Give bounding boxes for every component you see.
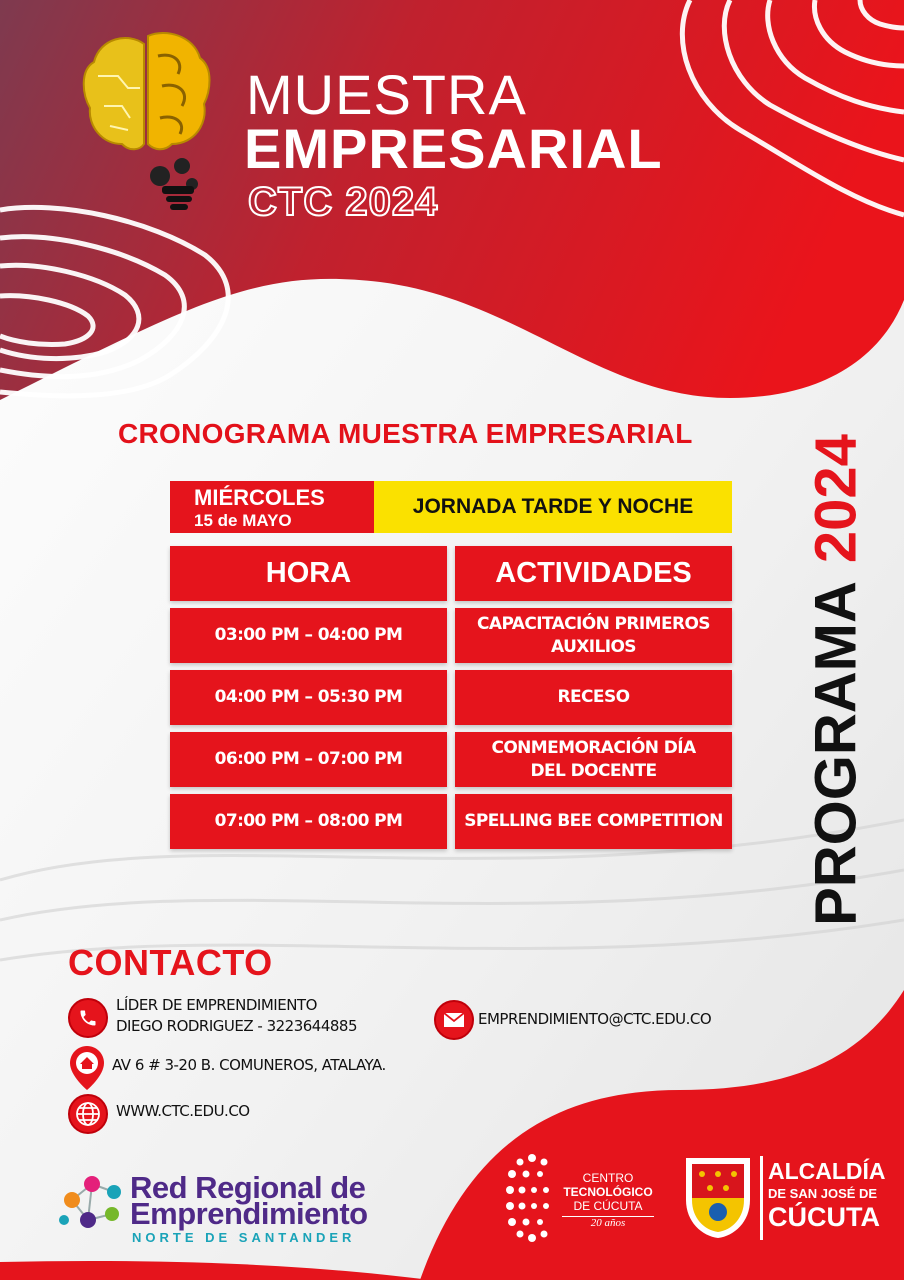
- header-hora: HORA: [170, 546, 447, 601]
- programa-year: 2024: [803, 434, 869, 564]
- website-link[interactable]: WWW.CTC.EDU.CO: [116, 1102, 250, 1120]
- event-title-line1: MUESTRA: [246, 63, 527, 126]
- row-2-time: 04:00 PM – 05:30 PM: [170, 670, 447, 725]
- row-4-activity: SPELLING BEE COMPETITION: [455, 794, 732, 849]
- ctc-line4: 20 años: [590, 1217, 626, 1229]
- alcaldia-line1: ALCALDÍA: [768, 1158, 886, 1184]
- red-regional-line1: Red Regional de: [130, 1170, 366, 1205]
- brain-bulb-logo: [78, 26, 218, 214]
- schedule-title: CRONOGRAMA MUESTRA EMPRESARIAL: [118, 418, 693, 449]
- alcaldia-divider: [760, 1156, 763, 1240]
- jornada-banner: JORNADA TARDE Y NOCHE: [374, 481, 732, 533]
- day-date: 15 de MAYO: [194, 511, 292, 530]
- red-regional-line3: NORTE DE SANTANDER: [132, 1230, 356, 1245]
- header-actividades: ACTIVIDADES: [455, 546, 732, 601]
- row-3-activity-line2: DEL DOCENTE: [530, 760, 657, 781]
- row-4-time: 07:00 PM – 08:00 PM: [170, 794, 447, 849]
- cucuta-coat-of-arms: [684, 1156, 752, 1240]
- programa-vertical-label: [803, 400, 869, 960]
- phone-icon: [68, 998, 108, 1038]
- email-icon: [434, 1000, 474, 1040]
- ctc-line3: DE CÚCUTA: [573, 1199, 643, 1213]
- row-3-activity-line1: CONMEMORACIÓN DÍA: [491, 737, 696, 758]
- ctc-line1: CENTRO: [582, 1171, 634, 1185]
- event-title-line2: EMPRESARIAL: [244, 117, 663, 180]
- globe-icon: [68, 1094, 108, 1134]
- event-title-line3: CTC 2024: [248, 180, 439, 224]
- row-3-time: 06:00 PM – 07:00 PM: [170, 732, 447, 787]
- alcaldia-text: [768, 1160, 886, 1231]
- alcaldia-line2: DE SAN JOSÉ DE: [768, 1186, 878, 1201]
- red-regional-network-icon: [58, 1170, 128, 1232]
- day-name: MIÉRCOLES: [194, 485, 325, 510]
- ctc-logo-text: [556, 1171, 660, 1229]
- row-1-time: 03:00 PM – 04:00 PM: [170, 608, 447, 663]
- row-1-activity: [455, 608, 732, 663]
- day-box: [170, 481, 374, 533]
- email-link[interactable]: EMPRENDIMIENTO@CTC.EDU.CO: [478, 1010, 712, 1028]
- leader-role: LÍDER DE EMPRENDIMIENTO: [116, 996, 317, 1014]
- ctc-logo-mark: [506, 1152, 558, 1242]
- red-regional-line2: Emprendimiento: [130, 1196, 368, 1231]
- row-2-activity: RECESO: [455, 670, 732, 725]
- leader-name: DIEGO RODRIGUEZ - 3223644885: [116, 1017, 358, 1035]
- alcaldia-line3: CÚCUTA: [768, 1202, 880, 1232]
- row-3-activity: [455, 732, 732, 787]
- row-1-activity-line2: AUXILIOS: [551, 636, 636, 657]
- row-1-activity-line1: CAPACITACIÓN PRIMEROS: [477, 613, 710, 634]
- contact-title: CONTACTO: [68, 942, 273, 983]
- programa-word: PROGRAMA: [803, 581, 869, 926]
- home-location-icon: [70, 1046, 104, 1090]
- ctc-line2: TECNOLÓGICO: [563, 1185, 653, 1199]
- address-text: AV 6 # 3-20 B. COMUNEROS, ATALAYA.: [112, 1056, 386, 1074]
